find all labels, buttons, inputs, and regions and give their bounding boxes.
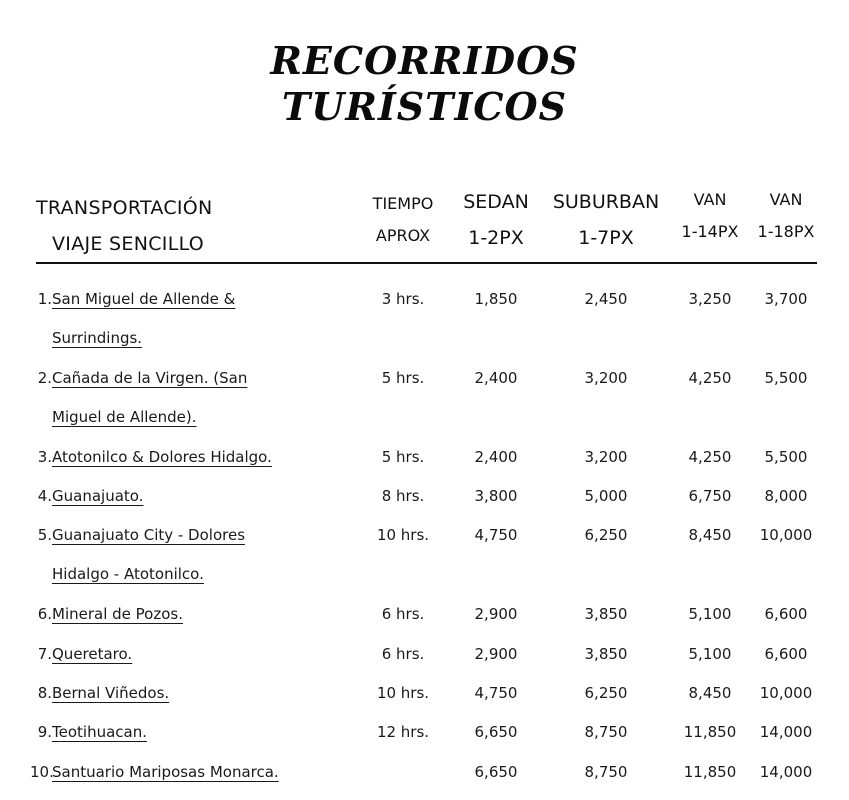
van-14-price-cell: 4,250	[688, 447, 732, 466]
tour-name[interactable]	[52, 280, 302, 358]
suburban-price-cell: 3,850	[584, 605, 628, 624]
tour-name-line-1: Teotihuacan.	[52, 723, 147, 742]
page-title	[0, 38, 849, 130]
page-title-line-2: TURÍSTICOS	[281, 84, 568, 129]
tour-name[interactable]	[52, 713, 302, 752]
sedan-price-cell: 2,400	[474, 368, 518, 387]
tour-name[interactable]	[52, 516, 302, 594]
header-transportacion	[36, 190, 213, 262]
van-14-price-cell: 11,850	[683, 723, 737, 742]
tiempo-cell: 10 hrs.	[376, 684, 430, 702]
van-18-price-cell: 3,700	[764, 290, 808, 308]
header-tiempo-line-1: TIEMPO	[372, 194, 434, 213]
van-18-price-cell: 5,500	[764, 447, 808, 466]
header-sedan-line-2: 1-2PX	[468, 227, 524, 249]
header-van-18-line-2: 1-18PX	[757, 222, 815, 241]
sedan-price-cell: 1,850	[474, 290, 518, 308]
van-14-price-cell: 5,100	[688, 644, 732, 663]
tiempo-cell: 8 hrs.	[381, 487, 425, 505]
header-suburban-line-2: 1-7PX	[578, 227, 634, 249]
tiempo-cell: 10 hrs.	[376, 526, 430, 545]
suburban-price-cell: 2,450	[584, 290, 628, 308]
suburban-price-cell: 3,850	[584, 644, 628, 663]
page-title-line-1: RECORRIDOS	[270, 38, 579, 83]
tour-name-line-1: Mineral de Pozos.	[52, 605, 183, 624]
header-van-14	[672, 184, 748, 248]
header-tiempo-line-2: APROX	[375, 226, 431, 245]
header-tiempo	[365, 188, 441, 252]
suburban-price-cell: 8,750	[584, 723, 628, 742]
row-number: 2.	[37, 368, 52, 387]
tour-name[interactable]	[52, 635, 302, 674]
tour-name-line-1: Guanajuato.	[52, 487, 144, 505]
tour-name[interactable]	[52, 477, 302, 516]
tiempo-cell: 3 hrs.	[381, 290, 425, 308]
suburban-price-cell: 3,200	[584, 447, 628, 466]
tour-name-line-2: Hidalgo - Atotonilco.	[52, 565, 204, 584]
van-18-price-cell: 10,000	[759, 526, 813, 545]
tour-name-line-1: Guanajuato City - Dolores	[52, 526, 246, 545]
sedan-price-cell: 6,650	[474, 723, 518, 742]
header-suburban-line-1: SUBURBAN	[552, 191, 660, 213]
sedan-price-cell: 4,750	[474, 526, 518, 545]
sedan-price-cell: 2,400	[474, 447, 518, 466]
header-van-14-line-2: 1-14PX	[681, 222, 739, 241]
header-transportacion-line-1: TRANSPORTACIÓN	[36, 197, 213, 219]
van-18-price-cell: 10,000	[759, 684, 813, 702]
tour-name-line-1: San Miguel de Allende &	[52, 290, 236, 308]
row-number: 8.	[37, 684, 52, 702]
tour-name[interactable]	[52, 595, 302, 634]
van-14-price-cell: 4,250	[688, 368, 732, 387]
van-14-price-cell: 11,850	[683, 762, 737, 781]
header-suburban	[548, 184, 664, 256]
row-number: 4.	[37, 487, 52, 505]
van-14-price-cell: 6,750	[688, 487, 732, 505]
van-18-price-cell: 5,500	[764, 368, 808, 387]
header-van-18-line-1: VAN	[769, 190, 803, 209]
header-sedan	[453, 184, 539, 256]
tiempo-cell: 6 hrs.	[381, 605, 425, 624]
van-18-price-cell: 14,000	[759, 723, 813, 742]
row-number: 1.	[37, 290, 52, 308]
suburban-price-cell: 6,250	[584, 684, 628, 702]
tour-name-line-1: Queretaro.	[52, 644, 133, 663]
tour-name[interactable]	[52, 438, 302, 477]
tiempo-cell: 6 hrs.	[381, 644, 425, 663]
tour-name[interactable]	[52, 359, 302, 437]
header-van-14-line-1: VAN	[693, 190, 727, 209]
van-14-price-cell: 8,450	[688, 684, 732, 702]
header-transportacion-line-2: VIAJE SENCILLO	[52, 233, 205, 255]
sedan-price-cell: 4,750	[474, 684, 518, 702]
sedan-price-cell: 2,900	[474, 644, 518, 663]
suburban-price-cell: 5,000	[584, 487, 628, 505]
sedan-price-cell: 6,650	[474, 762, 518, 781]
tour-name[interactable]	[52, 753, 302, 792]
row-number: 10.	[30, 762, 54, 781]
van-18-price-cell: 6,600	[764, 605, 808, 624]
header-sedan-line-1: SEDAN	[463, 191, 529, 213]
suburban-price-cell: 8,750	[584, 762, 628, 781]
van-18-price-cell: 6,600	[764, 644, 808, 663]
van-18-price-cell: 8,000	[764, 487, 808, 505]
header-divider	[36, 262, 817, 264]
suburban-price-cell: 3,200	[584, 368, 628, 387]
tour-name-line-1: Cañada de la Virgen. (San	[52, 368, 248, 387]
tour-name-line-1: Santuario Mariposas Monarca.	[52, 762, 279, 781]
tour-name-line-1: Atotonilco & Dolores Hidalgo.	[52, 447, 272, 466]
row-number: 6.	[37, 605, 52, 624]
tour-name-line-1: Bernal Viñedos.	[52, 684, 170, 702]
tiempo-cell: 5 hrs.	[381, 368, 425, 387]
row-number: 5.	[37, 526, 52, 545]
row-number: 9.	[37, 723, 52, 742]
sedan-price-cell: 2,900	[474, 605, 518, 624]
row-number: 7.	[37, 644, 52, 663]
tiempo-cell: 5 hrs.	[381, 447, 425, 466]
van-14-price-cell: 8,450	[688, 526, 732, 545]
tour-name-line-2: Surrindings.	[52, 329, 143, 347]
tour-name-line-2: Miguel de Allende).	[52, 407, 197, 426]
sedan-price-cell: 3,800	[474, 487, 518, 505]
van-14-price-cell: 3,250	[688, 290, 732, 308]
van-18-price-cell: 14,000	[759, 762, 813, 781]
row-number: 3.	[37, 447, 52, 466]
tour-name[interactable]	[52, 674, 302, 713]
van-14-price-cell: 5,100	[688, 605, 732, 624]
tiempo-cell: 12 hrs.	[376, 723, 430, 742]
suburban-price-cell: 6,250	[584, 526, 628, 545]
header-van-18	[748, 184, 824, 248]
